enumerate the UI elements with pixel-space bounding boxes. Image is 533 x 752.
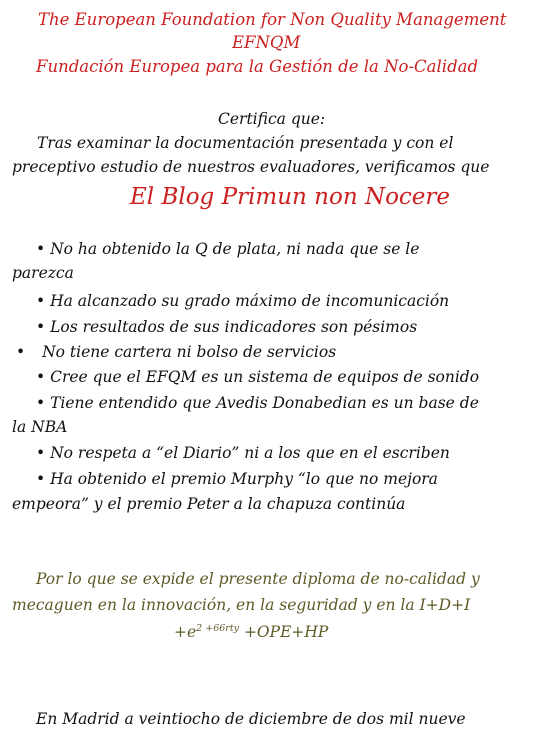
list-item [36,394,479,412]
formula-tail: +OPE+HP [239,623,329,642]
list-item-continuation: empeora” y el premio Peter a la chapuza continúa [12,495,406,513]
list-item [36,292,449,310]
closing-line-1: Por lo que se expide el presente diploma de no-calidad y [36,570,480,588]
intro-line-1: Tras examinar la documentación presentada y con el [37,134,454,152]
list-item [36,318,417,336]
list-item [36,470,438,488]
certifica-heading: Certifica que: [218,110,326,128]
list-item [36,240,419,258]
foundation-name-es: Fundación Europea para la Gestión de la No-Calidad [36,57,479,76]
bullet-icon: • [36,292,46,310]
intro-line-2: preceptivo estudio de nuestros evaluadores, verificamos que [12,158,490,176]
formula-base: +e [174,623,197,642]
bullet-icon: • [16,343,26,361]
closing-formula [174,623,328,641]
formula-exponent: 2 +66rty [196,623,240,634]
foundation-name-en: The European Foundation for Non Quality Management [38,10,507,29]
list-item-text: No tiene cartera ni bolso de servicios [42,343,337,361]
list-item-text: Cree que el EFQM es un sistema de equipos de sonido [50,368,480,386]
foundation-acronym: EFNQM [232,33,301,52]
list-item [36,368,479,386]
bullet-icon: • [36,444,46,462]
list-item [36,444,450,462]
list-item-text: No respeta a “el Diario” ni a los que en el escriben [50,444,450,462]
bullet-icon: • [36,368,46,386]
bullet-icon: • [36,470,46,488]
blog-name: El Blog Primun non Nocere [130,184,451,210]
list-item-text: No ha obtenido la Q de plata, ni nada que se le [50,240,420,258]
list-item-continuation: parezca [12,264,74,282]
list-item-text: Tiene entendido que Avedis Donabedian es un base de [50,394,479,412]
list-item-continuation: la NBA [12,418,68,436]
bullet-icon: • [36,394,46,412]
list-item-text: Ha alcanzado su grado máximo de incomunicación [50,292,450,310]
closing-line-2: mecaguen en la innovación, en la seguridad y en la I+D+I [12,596,471,614]
signature-date-line: En Madrid a veintiocho de diciembre de dos mil nueve [36,710,466,728]
list-item-text: Los resultados de sus indicadores son pésimos [50,318,418,336]
bullet-icon: • [36,318,46,336]
list-item [16,343,336,361]
list-item-text: Ha obtenido el premio Murphy “lo que no mejora [50,470,438,488]
bullet-icon: • [36,240,46,258]
